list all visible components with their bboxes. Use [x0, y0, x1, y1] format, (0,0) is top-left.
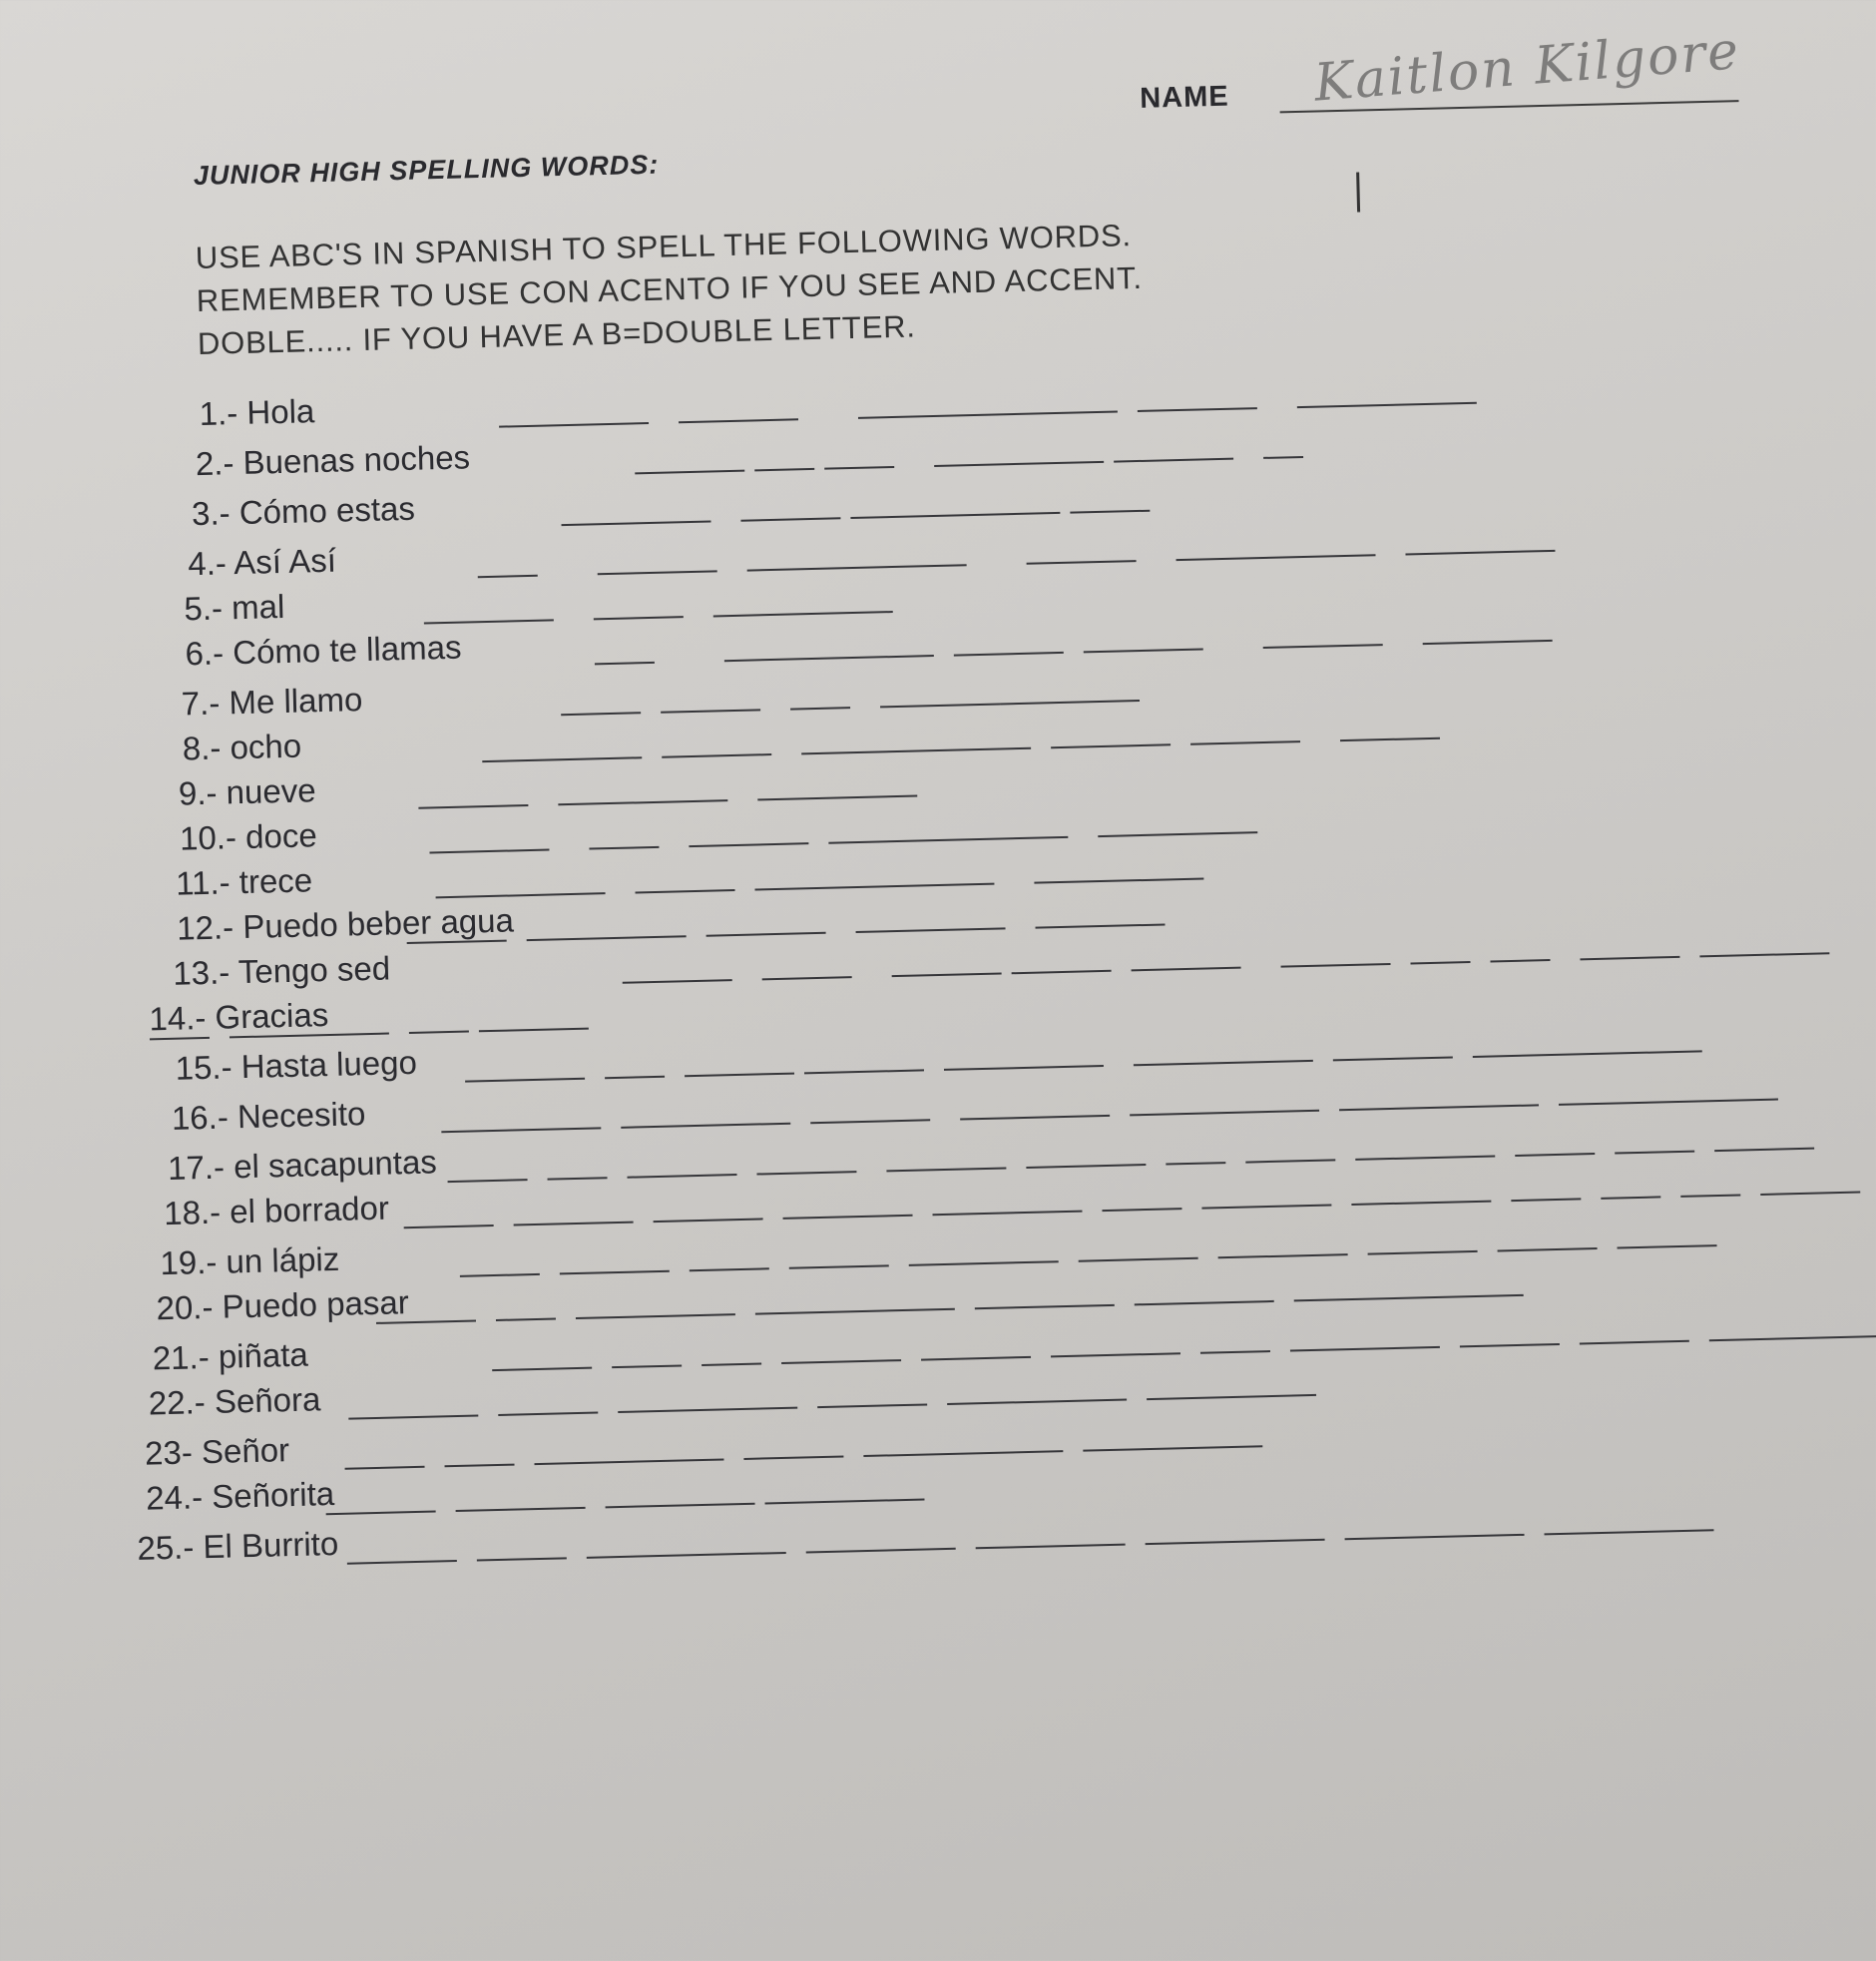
- spanish-word: piñata: [218, 1335, 309, 1375]
- spanish-word: Gracias: [215, 995, 329, 1036]
- spanish-word: Así Así: [233, 541, 337, 582]
- spanish-word: Cómo te llamas: [232, 628, 462, 672]
- spanish-word: trece: [238, 861, 313, 901]
- spanish-word: el borrador: [229, 1189, 390, 1230]
- spanish-word: el sacapuntas: [233, 1143, 438, 1186]
- spelling-word-label: [164, 1190, 390, 1233]
- letter-blank[interactable]: [806, 1548, 956, 1554]
- item-number: 14.-: [149, 998, 207, 1038]
- spanish-word: Me llamo: [229, 681, 363, 722]
- spelling-word-label: [146, 1475, 335, 1518]
- spelling-word-label: [185, 629, 462, 674]
- item-number: 11.-: [175, 863, 232, 902]
- item-number: 2.-: [195, 444, 234, 483]
- spelling-word-label: [156, 1283, 409, 1327]
- spanish-word: nueve: [226, 771, 317, 811]
- letter-blank[interactable]: [976, 1544, 1126, 1550]
- letter-blank[interactable]: [347, 1560, 457, 1565]
- spanish-word: Hola: [245, 392, 315, 431]
- item-number: 13.-: [172, 953, 231, 992]
- worksheet-title: JUNIOR HIGH SPELLING WORDS:: [193, 149, 660, 192]
- item-number: 6.-: [185, 634, 225, 673]
- spelling-word-label: [148, 1380, 320, 1422]
- worksheet: [30, 0, 1876, 1945]
- item-number: 24.-: [145, 1478, 204, 1517]
- spelling-word-label: [137, 1525, 339, 1568]
- spelling-word-label: [171, 1095, 365, 1138]
- spanish-word: Puedo beber agua: [241, 901, 515, 946]
- item-number: 4.-: [187, 544, 228, 583]
- item-number: 9.-: [178, 773, 218, 812]
- spanish-word: Cómo estas: [238, 489, 416, 532]
- letter-blank[interactable]: [477, 1557, 567, 1561]
- letter-blank[interactable]: [1545, 1529, 1714, 1535]
- spanish-word: Señorita: [211, 1474, 335, 1515]
- spanish-word: mal: [231, 587, 285, 627]
- item-number: 25.-: [136, 1528, 195, 1567]
- spelling-word-label: [192, 490, 416, 533]
- item-number: 15.-: [175, 1048, 234, 1087]
- pen-mark: [1356, 172, 1360, 212]
- item-number: 23-: [144, 1433, 194, 1472]
- spanish-word: Buenas noches: [242, 438, 471, 481]
- item-number: 10.-: [179, 818, 237, 857]
- spelling-word-label: [149, 996, 329, 1038]
- item-number: 22.-: [148, 1383, 207, 1422]
- spanish-word: Señora: [214, 1380, 321, 1420]
- spanish-word: doce: [244, 816, 318, 855]
- spanish-word: Tengo sed: [237, 949, 391, 991]
- item-number: 3.-: [191, 494, 232, 533]
- item-number: 20.-: [156, 1287, 214, 1327]
- item-number: 7.-: [181, 684, 221, 723]
- spanish-word: ocho: [230, 727, 302, 766]
- letter-blank[interactable]: [1146, 1539, 1325, 1545]
- item-number: 12.-: [176, 908, 234, 947]
- spanish-word: Hasta luego: [240, 1043, 418, 1086]
- spanish-word: un lápiz: [226, 1239, 340, 1280]
- spelling-word-label: [175, 1044, 417, 1088]
- name-label: NAME: [1139, 80, 1230, 115]
- item-number: 5.-: [184, 589, 224, 628]
- item-number: 17.-: [167, 1148, 226, 1187]
- instruction-line-1: USE ABC'S IN SPANISH TO SPELL THE FOLLOWING WORDS.: [195, 218, 1133, 276]
- item-number: 8.-: [182, 729, 222, 767]
- spelling-word-label: [199, 392, 314, 433]
- spelling-word-label: [195, 438, 470, 483]
- instruction-line-2: REMEMBER TO USE CON ACENTO IF YOU SEE AND ACCENT.: [196, 259, 1144, 319]
- letter-blank[interactable]: [587, 1552, 786, 1559]
- item-number: 16.-: [171, 1098, 230, 1137]
- item-number: 21.-: [152, 1338, 211, 1377]
- item-number: 1.-: [199, 394, 238, 432]
- instruction-line-3: DOBLE..... IF YOU HAVE A B=DOUBLE LETTER.: [197, 308, 917, 361]
- item-number: 19.-: [160, 1242, 218, 1282]
- letter-blank[interactable]: [1345, 1534, 1525, 1540]
- spanish-word: Señor: [201, 1431, 290, 1471]
- item-number: 18.-: [163, 1193, 222, 1232]
- student-name-handwritten: Kaitlon Kilgore: [1311, 21, 1742, 114]
- spanish-word: Puedo pasar: [222, 1283, 410, 1325]
- spanish-word: Necesito: [236, 1095, 366, 1136]
- spanish-word: El Burrito: [203, 1524, 339, 1566]
